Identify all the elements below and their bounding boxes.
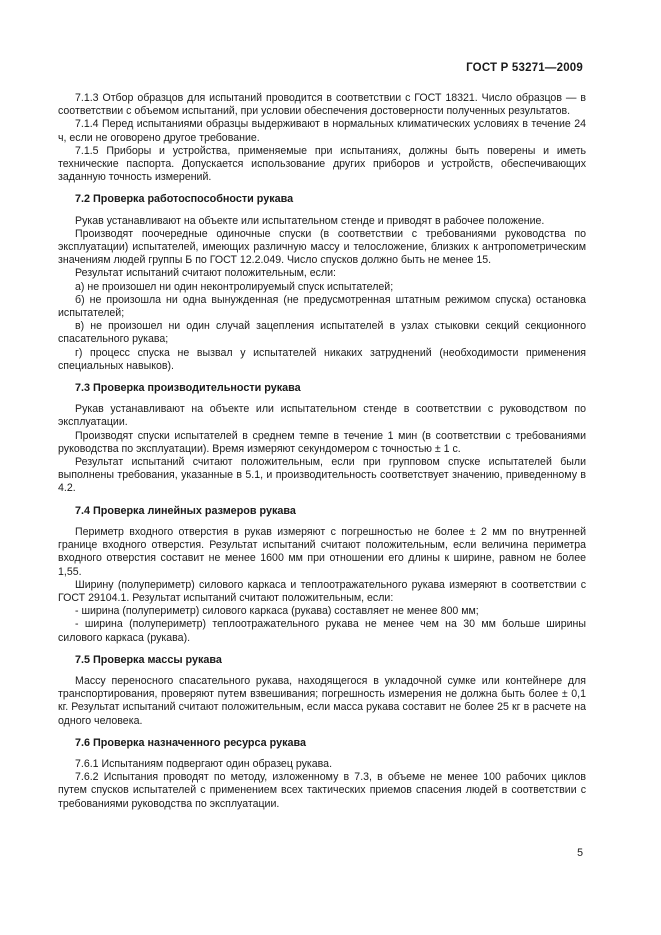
paragraph-7-6-2: 7.6.2 Испытания проводят по методу, изложенному в 7.3, в объеме не менее 100 рабочих циклов путем спусков испытателей с применением всех тактических приемов спасения людей в соответствии с требованиями руководства по эксплуатации. — [58, 771, 586, 810]
paragraph: Массу переносного спасательного рукава, находящегося в укладочной сумке или контейнере для транспортирования, проверяют путем взвешивания; погрешность измерения не должна быть более ± 0,1 кг. Результат испытаний считают положительным, если масса рукава составит не более 25 кг в расчете на одного человека. — [58, 674, 586, 727]
paragraph: Рукав устанавливают на объекте или испытательном стенде и приводят в рабочее положение. — [75, 214, 545, 227]
section-title-7-4: 7.4 Проверка линейных размеров рукава — [75, 504, 296, 517]
paragraph: Периметр входного отверстия в рукав измеряют с погрешностью не более ± 2 мм по внутренней границе входного отверстия. Результат испытаний считают положительным, если величина периметра входного отверстия составит не менее 1600 мм при отношении его длины к ширине, равном не более 1,55. — [58, 525, 586, 578]
paragraph: Производят спуски испытателей в среднем темпе в течение 1 мин (в соответствии с требованиями руководства по эксплуатации). Время измеряют секундомером с точностью ± 1 с. — [58, 429, 586, 455]
list-item: - ширина (полупериметр) теплоотражательного рукава не менее чем на 30 мм больше ширины силового каркаса (рукава). — [58, 618, 586, 644]
section-title-7-3: 7.3 Проверка производительности рукава — [75, 382, 301, 395]
page-number: 5 — [577, 847, 583, 859]
paragraph-7-6-1: 7.6.1 Испытаниям подвергают один образец рукава. — [75, 757, 333, 770]
paragraph-7-1-5: 7.1.5 Приборы и устройства, применяемые при испытаниях, должны быть поверены и иметь технические паспорта. Допускается использование других приборов и устройств, обеспечивающих заданную точность измерений. — [58, 144, 586, 184]
paragraph: Рукав устанавливают на объекте или испытательном стенде в соответствии с руководством по эксплуатации. — [58, 403, 586, 429]
list-item: - ширина (полупериметр) силового каркаса (рукава) составляет не менее 800 мм; — [75, 605, 479, 618]
document-header: ГОСТ Р 53271—2009 — [466, 62, 583, 74]
section-title-7-5: 7.5 Проверка массы рукава — [75, 653, 222, 666]
section-title-7-2: 7.2 Проверка работоспособности рукава — [75, 193, 294, 206]
paragraph: Результат испытаний считают положительным, если при групповом спуске испытателей были выполнены требования, указанные в 5.1, и производительность соответствует значению, приведенному в 4.2. — [58, 456, 586, 495]
list-item: в) не произошел ни один случай зацепления испытателей в узлах стыковки секций секционного спасательного рукава; — [58, 320, 586, 346]
section-title-7-6: 7.6 Проверка назначенного ресурса рукава — [75, 736, 307, 749]
list-item: б) не произошла ни одна вынужденная (не предусмотренная штатным режимом спуска) остановка испытателей; — [58, 293, 586, 320]
list-item: а) не произошел ни один неконтролируемый спуск испытателей; — [75, 280, 394, 293]
paragraph: Ширину (полупериметр) силового каркаса и теплоотражательного рукава измеряют в соответствии с ГОСТ 29104.1. Результат испытаний считают положительным, если: — [58, 578, 586, 604]
paragraph-7-1-3: 7.1.3 Отбор образцов для испытаний проводится в соответствии с ГОСТ 18321. Число образцов — в соответствии с объемом испытаний, при условии обеспечения достоверности полученных результатов. — [58, 92, 586, 118]
document-body — [58, 92, 586, 811]
list-item: г) процесс спуска не вызвал у испытателей никаких затруднений (необходимости применения специальных навыков). — [58, 346, 586, 372]
paragraph-7-1-4: 7.1.4 Перед испытаниями образцы выдерживают в нормальных климатических условиях в течение 24 ч, если не оговорено другое требование. — [58, 118, 586, 144]
paragraph: Производят поочередные одиночные спуски (в соответствии с требованиями руководства по эксплуатации) испытателей, имеющих различную массу и телосложение, близких к антропометрическим значениям людей группы Б по ГОСТ 12.2.049. Число спусков должно быть не менее 15. — [58, 227, 586, 267]
paragraph: Результат испытаний считают положительным, если: — [75, 267, 336, 280]
